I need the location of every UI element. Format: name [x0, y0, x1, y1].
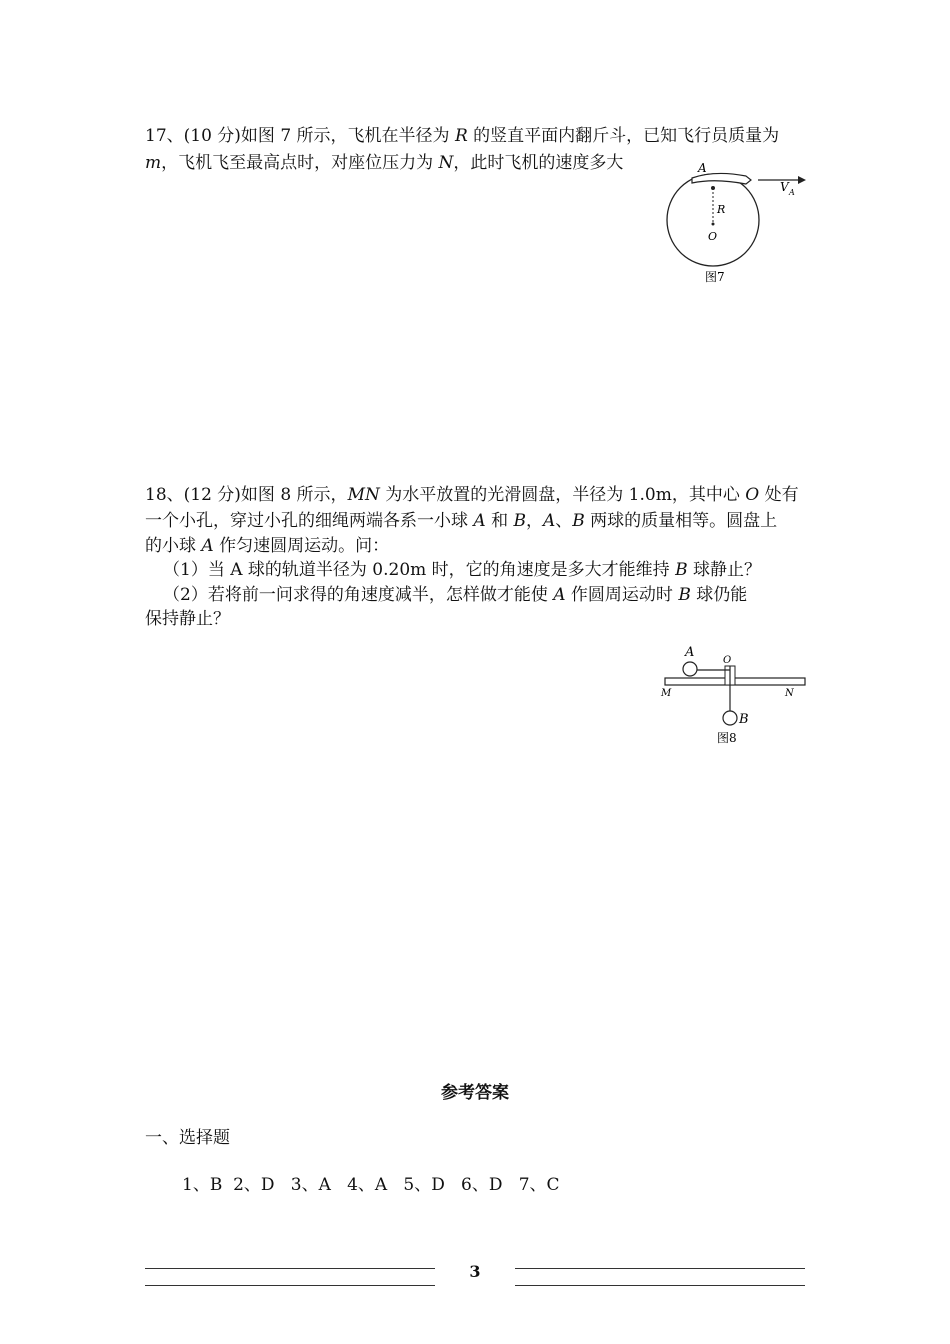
fig7-label-A: A — [698, 161, 707, 175]
answers-choices: 1、B 2、D 3、A 4、A 5、D 6、D 7、C — [182, 1175, 560, 1195]
fig8-label-N: N — [785, 688, 794, 699]
fig8-label-M: M — [661, 688, 672, 699]
answers-section-1: 一、选择题 — [145, 1128, 230, 1148]
q18-line-6: 保持静止？ — [145, 609, 230, 629]
answers-title: 参考答案 — [441, 1083, 509, 1103]
figure-8 — [655, 632, 815, 756]
fig7-caption: 图7 — [705, 270, 725, 284]
footer-rule-right-bottom — [515, 1285, 805, 1286]
fig8-label-B: B — [739, 712, 749, 727]
footer-rule-left-bottom — [145, 1285, 435, 1286]
q18-line-5: （2）若将前一问求得的角速度减半，怎样做才能使 A 作圆周运动时 B 球仍能 — [163, 585, 748, 605]
fig8-label-A: A — [685, 645, 695, 660]
q18-line-4: （1）当 A 球的轨道半径为 0.20m 时，它的角速度是多大才能维持 B 球静止？ — [163, 560, 761, 580]
fig8-caption: 图8 — [717, 731, 737, 745]
figure-7 — [660, 158, 810, 292]
q18-line-3: 的小球 A 作匀速圆周运动。问： — [145, 536, 390, 556]
page-number: 3 — [469, 1262, 481, 1281]
fig7-label-R: R — [717, 203, 726, 216]
q18-line-2: 一个小孔，穿过小孔的细绳两端各系一小球 A 和 B，A、B 两球的质量相等。圆盘上 — [145, 511, 778, 531]
fig8-label-O: O — [723, 655, 732, 666]
fig7-label-O: O — [708, 230, 718, 243]
fig7-label-v: V — [780, 180, 789, 194]
q17-line-2: m，飞机飞至最高点时，对座位压力为 N，此时飞机的速度多大 — [145, 153, 624, 173]
q18-line-1: 18、(12 分)如图 8 所示，MN 为水平放置的光滑圆盘，半径为 1.0m，其中心 O 处有 — [145, 485, 799, 505]
fig7-label-v-sub: A — [789, 188, 795, 197]
q17-line-1: 17、(10 分)如图 7 所示，飞机在半径为 R 的竖直平面内翻斤斗，已知飞行员质量为 — [145, 126, 780, 146]
